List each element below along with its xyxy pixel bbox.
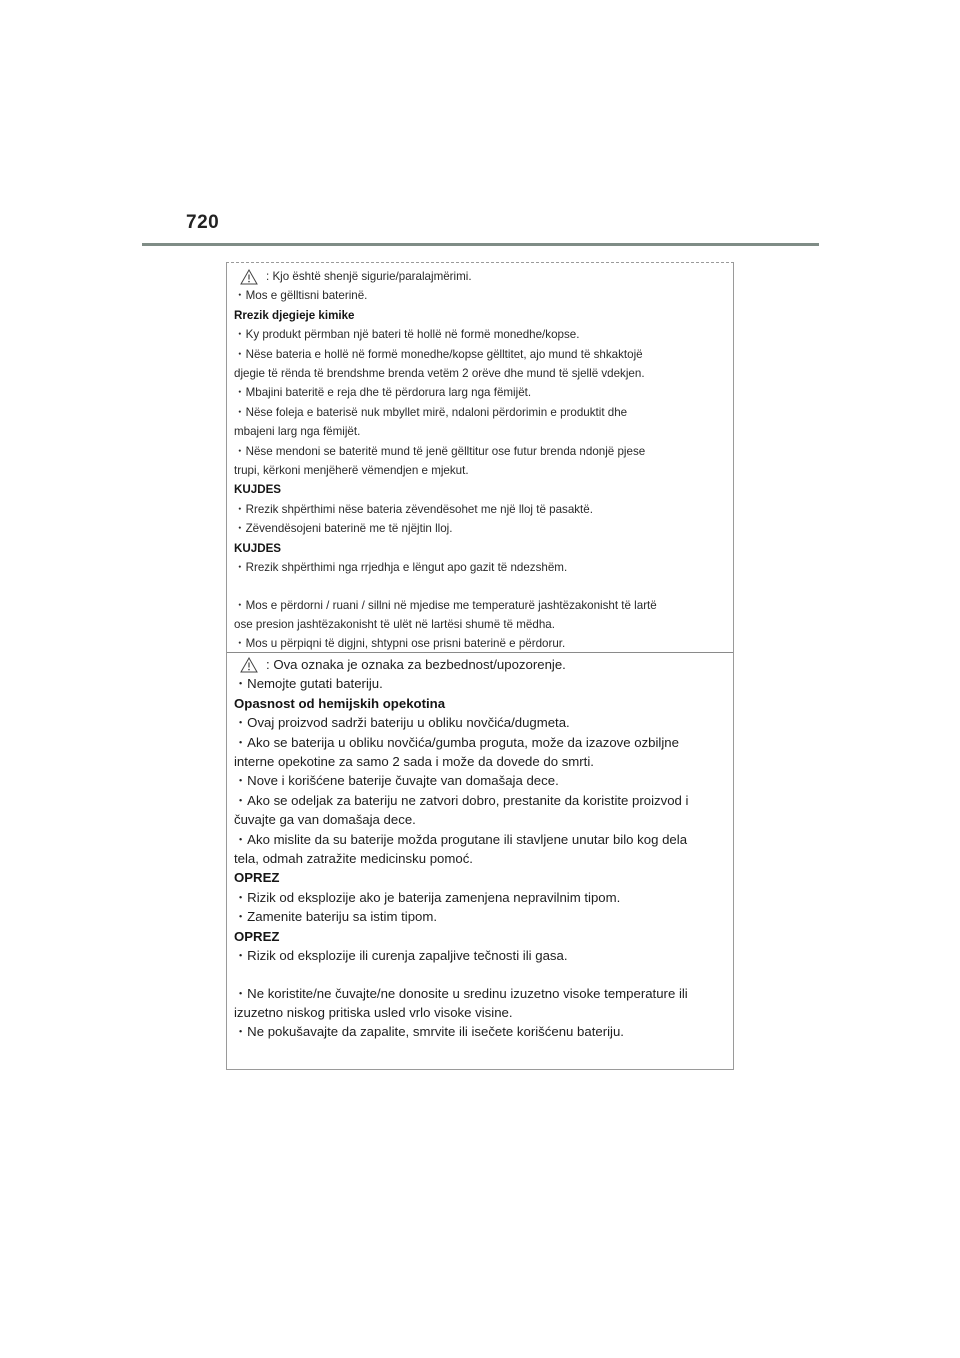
serbian-text-line: tela, odmah zatražite medicinsku pomoć. (234, 851, 473, 867)
albanian-text-line: ・Zëvendësojeni baterinë me të njëjtin lloj. (234, 522, 453, 536)
serbian-heading-caution: OPREZ (234, 870, 280, 886)
warning-triangle-icon (240, 269, 258, 285)
albanian-text-line: djegie të rënda të brendshme brenda vetëm 2 orëve dhe mund të sjellë vdekjen. (234, 367, 645, 381)
serbian-text-line: ・Ako mislite da su baterije možda progutane ili stavljene unutar bilo kog dela (234, 831, 688, 847)
serbian-text-line: ・Nemojte gutati bateriju. (234, 676, 383, 692)
albanian-text-line: ・Mos u përpiqni të digjni, shtypni ose prisni baterinë e përdorur. (234, 637, 566, 651)
serbian-warning-section (234, 655, 727, 1042)
albanian-text-line: ・Nëse bateria e hollë në formë monedhe/kopse gëlltitet, ajo mund të shkaktojë (234, 347, 643, 361)
serbian-warning-label: : Ova oznaka je oznaka za bezbednost/upozorenje. (266, 657, 566, 672)
warning-triangle-icon (240, 657, 258, 673)
header-rule (142, 243, 819, 246)
albanian-text-line: ・Rrezik shpërthimi nëse bateria zëvendësohet me një lloj të pasaktë. (234, 502, 593, 516)
albanian-warning-label: : Kjo është shenjë sigurie/paralajmërimi. (266, 270, 472, 283)
serbian-text-line: ・Ne koristite/ne čuvajte/ne donosite u sredinu izuzetno visoke temperature ili (234, 985, 688, 1001)
serbian-text-line: ・Ne pokušavajte da zapalite, smrvite ili isečete korišćenu bateriju. (234, 1024, 624, 1040)
albanian-text-line: ・Mbajini bateritë e reja dhe të përdorura larg nga fëmijët. (234, 386, 532, 400)
serbian-text-line: izuzetno niskog pritiska usled vrlo visoke visine. (234, 1004, 513, 1020)
serbian-heading-chemical-burn: Opasnost od hemijskih opekotina (234, 695, 446, 711)
albanian-text-line: mbajeni larg nga fëmijët. (234, 425, 361, 439)
serbian-warning-line (234, 655, 727, 674)
albanian-warning-section (234, 267, 727, 654)
albanian-text-line: ・Nëse foleja e baterisë nuk mbyllet mirë, ndaloni përdorimin e produktit dhe (234, 405, 628, 419)
albanian-text-line: ・Mos e gëlltisni baterinë. (234, 289, 368, 303)
serbian-text-line: ・Rizik od eksplozije ako je baterija zamenjena nepravilnim tipom. (234, 889, 621, 905)
page-number: 720 (186, 212, 220, 233)
serbian-text-line: ・Ako se baterija u obliku novčića/gumba proguta, može da izazove ozbiljne (234, 734, 679, 750)
albanian-warning-line (234, 267, 727, 286)
albanian-heading-chemical-burn: Rrezik djegieje kimike (234, 308, 355, 322)
serbian-text-line: ・Ovaj proizvod sadrži bateriju u obliku novčića/dugmeta. (234, 715, 570, 731)
albanian-text-line: ose presion jashtëzakonisht të ulët në lartësi shumë të mëdha. (234, 617, 555, 631)
serbian-text-line: ・Zamenite bateriju sa istim tipom. (234, 909, 438, 925)
serbian-heading-caution: OPREZ (234, 928, 280, 944)
albanian-heading-caution: KUJDES (234, 541, 282, 555)
serbian-text-line: ・Nove i korišćene baterije čuvajte van domašaja dece. (234, 773, 559, 789)
language-section-divider (227, 652, 733, 653)
albanian-text-line: trupi, kërkoni menjëherë vëmendjen e mjekut. (234, 464, 469, 478)
serbian-text-line: ・Rizik od eksplozije ili curenja zapaljive tečnosti ili gasa. (234, 948, 568, 964)
albanian-text-line: ・Ky produkt përmban një bateri të hollë në formë monedhe/kopse. (234, 328, 580, 342)
albanian-text-line: ・Nëse mendoni se bateritë mund të jenë gëlltitur ose futur brenda ndonjë pjese (234, 444, 646, 458)
albanian-text-line: ・Rrezik shpërthimi nga rrjedhja e lëngut apo gazit të ndezshëm. (234, 561, 568, 575)
battery-safety-notice-box (226, 262, 734, 1070)
albanian-text-line: ・Mos e përdorni / ruani / sillni në mjedise me temperaturë jashtëzakonisht të lartë (234, 598, 657, 612)
albanian-heading-caution: KUJDES (234, 483, 282, 497)
serbian-text-line: interne opekotine za samo 2 sada i može da dovede do smrti. (234, 754, 594, 770)
serbian-text-line: ・Ako se odeljak za bateriju ne zatvori dobro, prestanite da koristite proizvod i (234, 792, 689, 808)
serbian-text-line: čuvajte ga van domašaja dece. (234, 812, 416, 828)
